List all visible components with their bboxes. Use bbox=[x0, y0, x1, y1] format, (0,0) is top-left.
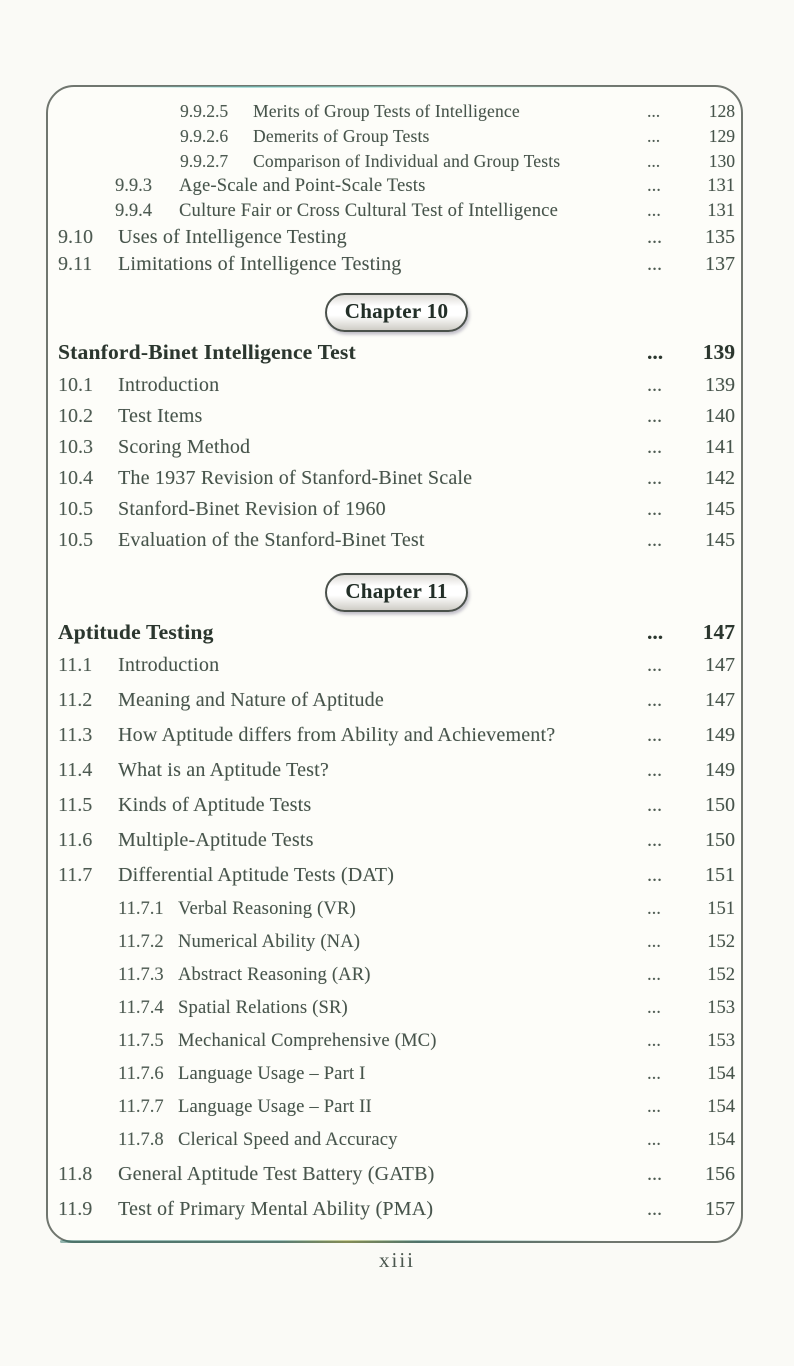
toc-entry bbox=[58, 654, 735, 689]
entry-number: 11.6 bbox=[58, 829, 93, 851]
entry-title: Culture Fair or Cross Cultural Test of Intelligence bbox=[179, 201, 559, 221]
dot-leader: ... bbox=[647, 340, 664, 364]
toc-entry bbox=[58, 1064, 735, 1097]
toc-entry bbox=[58, 151, 735, 176]
dot-leader: ... bbox=[647, 998, 661, 1018]
dot-leader: ... bbox=[647, 1198, 662, 1220]
toc-entry bbox=[58, 829, 735, 864]
entry-page: 152 bbox=[707, 965, 735, 985]
toc-entry bbox=[58, 864, 735, 899]
entry-title: Scoring Method bbox=[118, 436, 251, 458]
chapter-badge-container bbox=[58, 572, 735, 612]
entry-number: 11.1 bbox=[58, 654, 93, 676]
entry-page: 147 bbox=[705, 689, 735, 711]
entry-page: 157 bbox=[705, 1198, 735, 1220]
entry-title: How Aptitude differs from Ability and Achievement? bbox=[118, 724, 556, 746]
entry-page: 131 bbox=[707, 176, 735, 196]
entry-number: 10.5 bbox=[58, 529, 93, 551]
entry-title: Uses of Intelligence Testing bbox=[118, 226, 347, 248]
dot-leader: ... bbox=[647, 176, 661, 196]
toc-entry bbox=[58, 201, 735, 226]
entry-page: 141 bbox=[705, 436, 735, 458]
toc-entry bbox=[58, 1130, 735, 1163]
dot-leader: ... bbox=[647, 794, 662, 816]
dot-leader: ... bbox=[647, 1097, 661, 1117]
dot-leader: ... bbox=[647, 529, 662, 551]
toc-entry bbox=[58, 759, 735, 794]
entry-page: 128 bbox=[708, 101, 735, 121]
toc-entry bbox=[58, 794, 735, 829]
toc-entry bbox=[58, 965, 735, 998]
toc-entry bbox=[58, 1031, 735, 1064]
dot-leader: ... bbox=[647, 101, 661, 121]
entry-title: Language Usage – Part I bbox=[178, 1064, 366, 1084]
entry-number: 11.7.4 bbox=[118, 998, 164, 1018]
dot-leader: ... bbox=[647, 126, 661, 146]
entry-page: 147 bbox=[705, 654, 735, 676]
toc-entry bbox=[58, 1163, 735, 1198]
entry-number: 10.4 bbox=[58, 467, 93, 489]
dot-leader: ... bbox=[647, 689, 662, 711]
entry-title: General Aptitude Test Battery (GATB) bbox=[118, 1163, 435, 1185]
toc-entry bbox=[58, 374, 735, 405]
entry-title: Merits of Group Tests of Intelligence bbox=[253, 101, 520, 121]
toc-entry bbox=[58, 467, 735, 498]
entry-title: Age-Scale and Point-Scale Tests bbox=[179, 176, 426, 196]
entry-number: 11.9 bbox=[58, 1198, 93, 1220]
entry-number: 9.9.2.5 bbox=[180, 101, 229, 121]
entry-page: 153 bbox=[707, 1031, 735, 1051]
entry-number: 11.7.6 bbox=[118, 1064, 164, 1084]
chapter-11-badge: Chapter 11 bbox=[325, 573, 467, 612]
entry-page: 145 bbox=[705, 529, 735, 551]
entry-number: 11.7.2 bbox=[118, 932, 164, 952]
entry-number: 9.9.3 bbox=[115, 176, 152, 196]
entry-title: Language Usage – Part II bbox=[178, 1097, 372, 1117]
entry-page: 135 bbox=[705, 226, 735, 248]
entry-title: Multiple-Aptitude Tests bbox=[118, 829, 314, 851]
dot-leader: ... bbox=[647, 1064, 661, 1084]
entry-number: 11.2 bbox=[58, 689, 93, 711]
entry-title: Verbal Reasoning (VR) bbox=[178, 899, 356, 919]
toc-entry bbox=[58, 226, 735, 253]
entry-title: Kinds of Aptitude Tests bbox=[118, 794, 312, 816]
entry-page: 140 bbox=[705, 405, 735, 427]
entry-number: 9.11 bbox=[58, 253, 93, 275]
dot-leader: ... bbox=[647, 253, 662, 275]
entry-page: 153 bbox=[707, 998, 735, 1018]
toc-entry bbox=[58, 724, 735, 759]
entry-title: Introduction bbox=[118, 654, 220, 676]
dot-leader: ... bbox=[647, 654, 662, 676]
entry-page: 137 bbox=[705, 253, 735, 275]
toc-entry bbox=[58, 253, 735, 280]
entry-title: The 1937 Revision of Stanford-Binet Scale bbox=[118, 467, 473, 489]
toc-entry bbox=[58, 689, 735, 724]
entry-title: Abstract Reasoning (AR) bbox=[178, 965, 371, 985]
dot-leader: ... bbox=[647, 759, 662, 781]
entry-page: 150 bbox=[705, 794, 735, 816]
entry-number: 10.2 bbox=[58, 405, 93, 427]
entry-number: 9.9.2.6 bbox=[180, 126, 229, 146]
dot-leader: ... bbox=[647, 1163, 662, 1185]
toc-entry bbox=[58, 126, 735, 151]
entry-title: Mechanical Comprehensive (MC) bbox=[178, 1031, 437, 1051]
toc-entry bbox=[58, 405, 735, 436]
entry-page: 149 bbox=[705, 724, 735, 746]
dot-leader: ... bbox=[647, 1031, 661, 1051]
dot-leader: ... bbox=[647, 498, 662, 520]
toc-content-box bbox=[46, 85, 743, 1243]
dot-leader: ... bbox=[647, 724, 662, 746]
dot-leader: ... bbox=[647, 620, 664, 644]
entry-title: What is an Aptitude Test? bbox=[118, 759, 329, 781]
entry-page: 154 bbox=[707, 1064, 735, 1084]
entry-number: 9.10 bbox=[58, 226, 93, 248]
dot-leader: ... bbox=[647, 436, 662, 458]
toc-entry bbox=[58, 899, 735, 932]
dot-leader: ... bbox=[647, 151, 661, 171]
entry-number: 11.5 bbox=[58, 794, 93, 816]
toc-entry bbox=[58, 1097, 735, 1130]
entry-number: 11.3 bbox=[58, 724, 93, 746]
dot-leader: ... bbox=[647, 899, 661, 919]
entry-number: 11.7.7 bbox=[118, 1097, 164, 1117]
dot-leader: ... bbox=[647, 965, 661, 985]
entry-number: 11.7.1 bbox=[118, 899, 164, 919]
entry-number: 9.9.2.7 bbox=[180, 151, 229, 171]
entry-number: 10.1 bbox=[58, 374, 93, 396]
toc-entry bbox=[58, 436, 735, 467]
entry-title: Spatial Relations (SR) bbox=[178, 998, 348, 1018]
entry-number: 11.7 bbox=[58, 864, 93, 886]
entry-title: Evaluation of the Stanford-Binet Test bbox=[118, 529, 425, 551]
entry-page: 139 bbox=[705, 374, 735, 396]
entry-page: 154 bbox=[707, 1097, 735, 1117]
dot-leader: ... bbox=[647, 405, 662, 427]
toc-entry bbox=[58, 498, 735, 529]
entry-page: 156 bbox=[705, 1163, 735, 1185]
entry-title: Stanford-Binet Revision of 1960 bbox=[118, 498, 386, 520]
toc-entry bbox=[58, 529, 735, 560]
entry-page: 130 bbox=[708, 151, 735, 171]
dot-leader: ... bbox=[647, 374, 662, 396]
chapter-badge-container bbox=[58, 292, 735, 332]
entry-page: 151 bbox=[707, 899, 735, 919]
chapter-page: 147 bbox=[702, 620, 735, 644]
dot-leader: ... bbox=[647, 226, 662, 248]
entry-title: Test of Primary Mental Ability (PMA) bbox=[118, 1198, 434, 1220]
entry-number: 11.4 bbox=[58, 759, 93, 781]
entry-number: 10.3 bbox=[58, 436, 93, 458]
chapter-10-badge: Chapter 10 bbox=[325, 293, 469, 332]
entry-title: Clerical Speed and Accuracy bbox=[178, 1130, 398, 1150]
entry-page: 152 bbox=[707, 932, 735, 952]
chapter-page: 139 bbox=[702, 340, 735, 364]
chapter-title: Aptitude Testing bbox=[58, 620, 214, 644]
entry-title: Numerical Ability (NA) bbox=[178, 932, 361, 952]
entry-title: Limitations of Intelligence Testing bbox=[118, 253, 402, 275]
entry-page: 151 bbox=[705, 864, 735, 886]
dot-leader: ... bbox=[647, 829, 662, 851]
entry-page: 150 bbox=[705, 829, 735, 851]
entry-number: 11.7.3 bbox=[118, 965, 164, 985]
dot-leader: ... bbox=[647, 864, 662, 886]
entry-title: Meaning and Nature of Aptitude bbox=[118, 689, 384, 711]
chapter-title-row bbox=[58, 340, 735, 374]
entry-number: 11.7.8 bbox=[118, 1130, 164, 1150]
entry-page: 129 bbox=[708, 126, 735, 146]
entry-number: 10.5 bbox=[58, 498, 93, 520]
entry-title: Demerits of Group Tests bbox=[253, 126, 430, 146]
toc-entry bbox=[58, 998, 735, 1031]
entry-page: 145 bbox=[705, 498, 735, 520]
toc-entry bbox=[58, 932, 735, 965]
entry-title: Introduction bbox=[118, 374, 220, 396]
entry-title: Test Items bbox=[118, 405, 203, 427]
entry-page: 154 bbox=[707, 1130, 735, 1150]
toc-entry bbox=[58, 101, 735, 126]
entry-number: 11.7.5 bbox=[118, 1031, 164, 1051]
chapter-title-row bbox=[58, 620, 735, 654]
entry-page: 149 bbox=[705, 759, 735, 781]
dot-leader: ... bbox=[647, 467, 662, 489]
toc-entry bbox=[58, 176, 735, 201]
dot-leader: ... bbox=[647, 932, 661, 952]
toc-entry bbox=[58, 1198, 735, 1233]
chapter-title: Stanford-Binet Intelligence Test bbox=[58, 340, 356, 364]
entry-number: 9.9.4 bbox=[115, 201, 152, 221]
entry-number: 11.8 bbox=[58, 1163, 93, 1185]
entry-title: Comparison of Individual and Group Tests bbox=[253, 151, 561, 171]
entry-title: Differential Aptitude Tests (DAT) bbox=[118, 864, 395, 886]
entry-page: 131 bbox=[707, 201, 735, 221]
page-footer-number: xiii bbox=[378, 1248, 415, 1272]
dot-leader: ... bbox=[647, 1130, 661, 1150]
dot-leader: ... bbox=[647, 201, 661, 221]
entry-page: 142 bbox=[705, 467, 735, 489]
